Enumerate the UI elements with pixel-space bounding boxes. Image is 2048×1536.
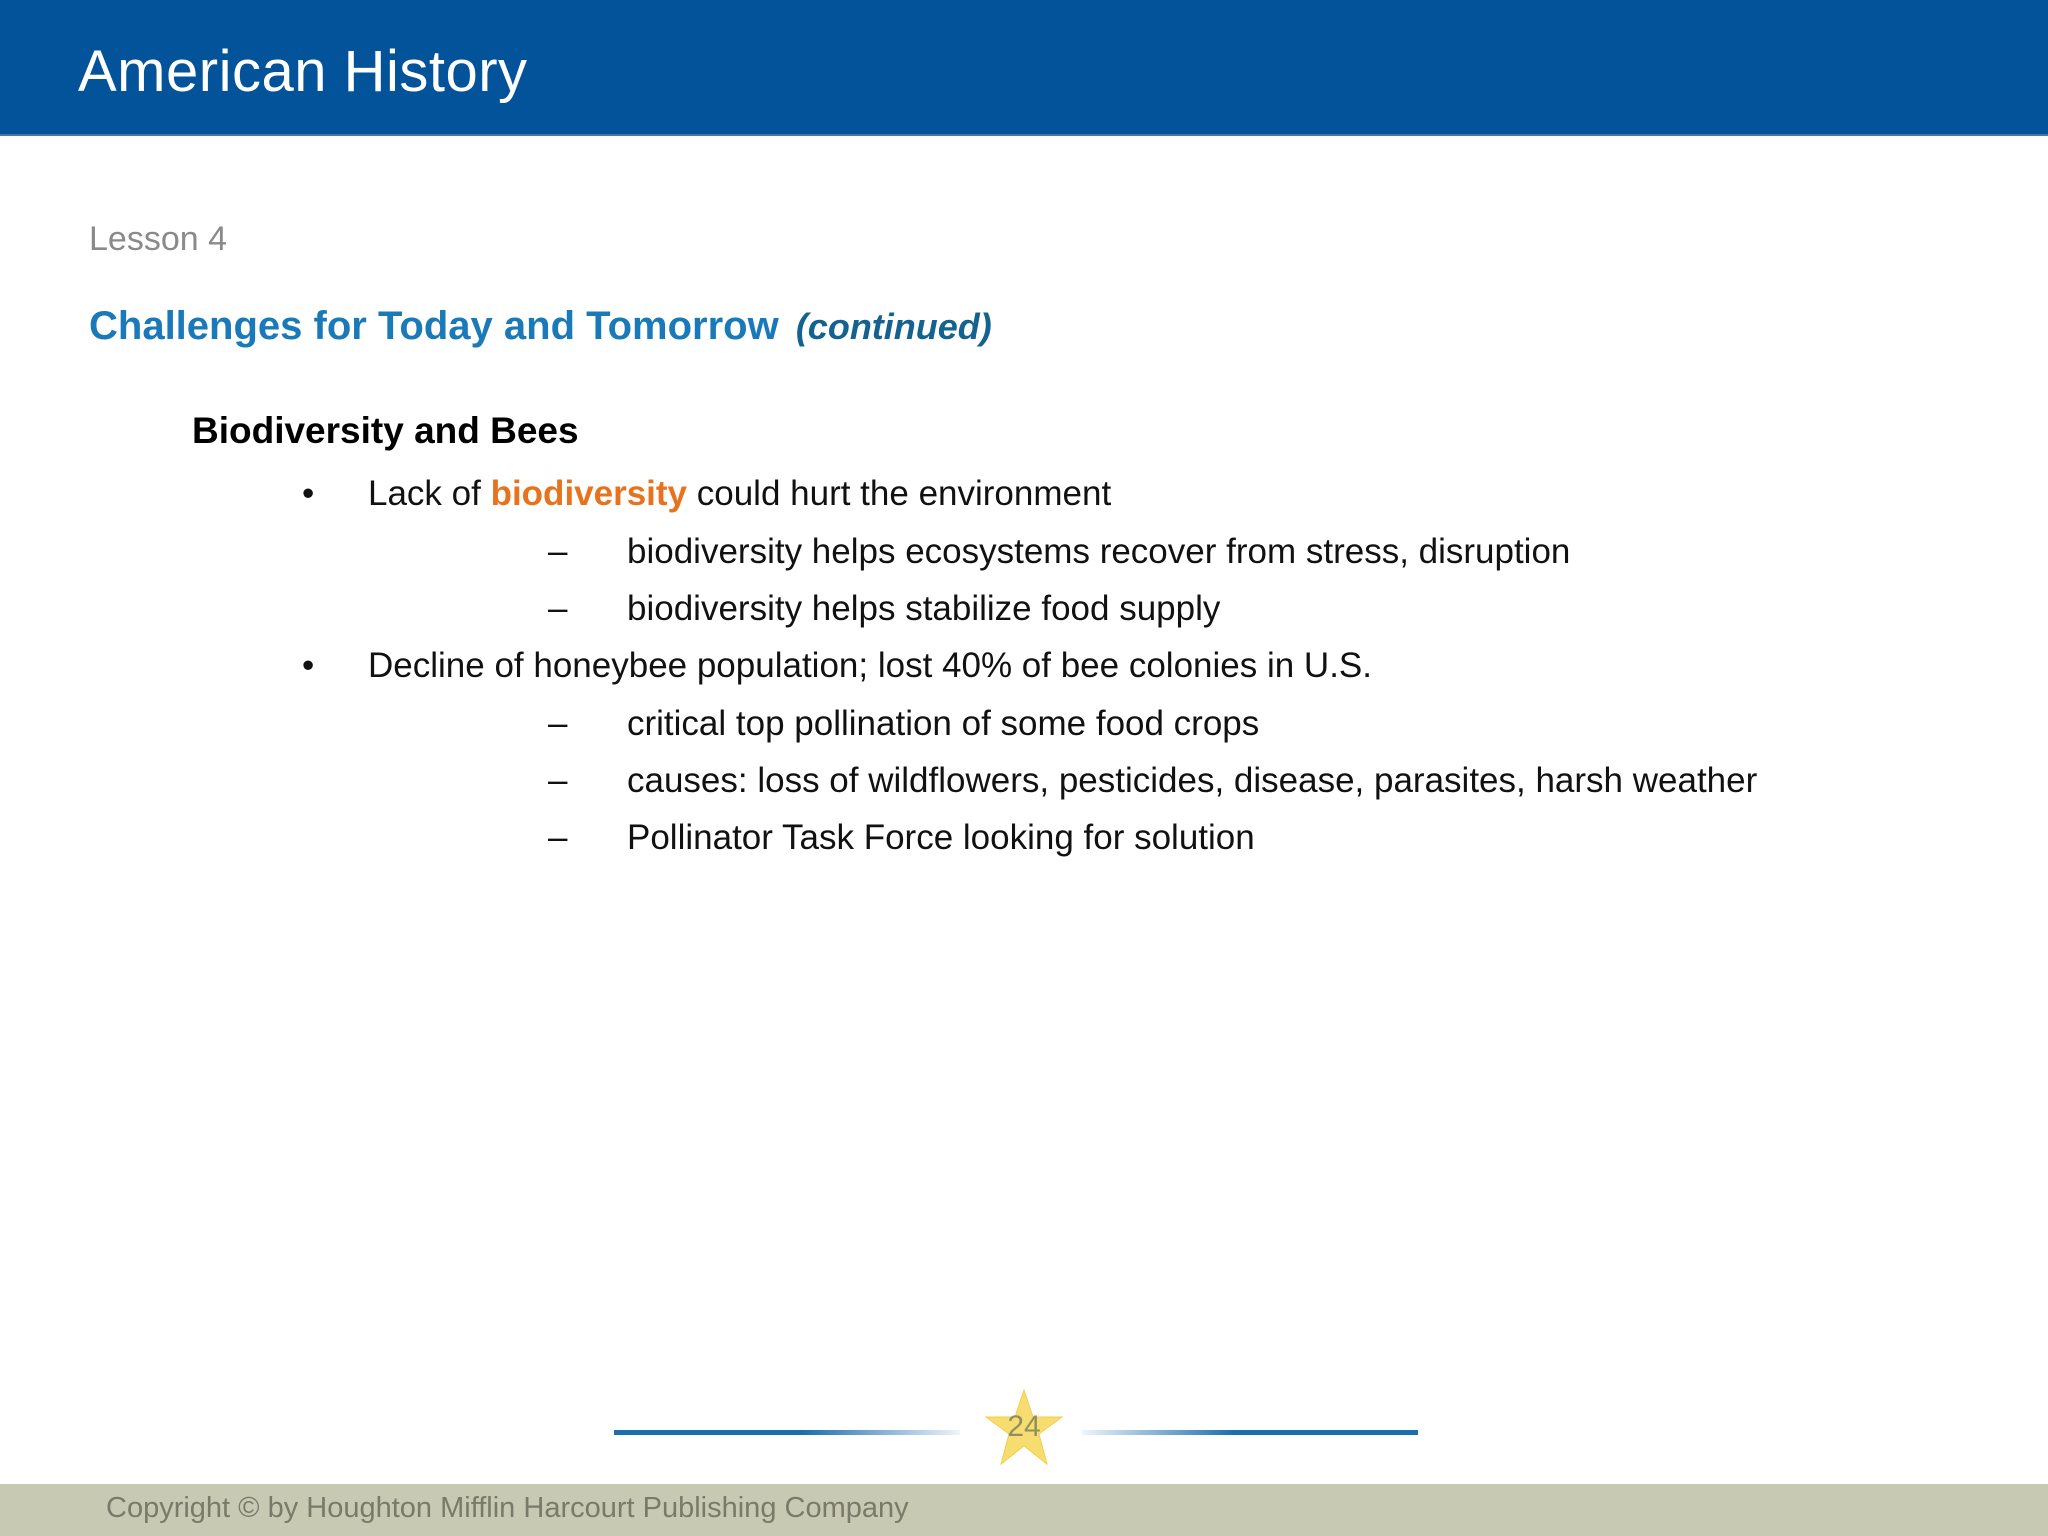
bullet-text	[368, 474, 1111, 514]
copyright-text: Copyright © by Houghton Mifflin Harcourt Publishing Company	[106, 1492, 909, 1524]
slide-title	[89, 304, 992, 349]
dash-marker: –	[548, 532, 568, 571]
header-bar	[0, 0, 2048, 136]
sub-bullet-text: biodiversity helps ecosystems recover from stress, disruption	[627, 532, 1571, 571]
section-heading: Biodiversity and Bees	[192, 410, 579, 451]
slide-title-suffix: (continued)	[795, 306, 992, 347]
footer-divider-right	[1082, 1430, 1418, 1435]
sub-bullet-text: biodiversity helps stabilize food supply	[627, 589, 1221, 628]
page-number: 24	[1007, 1410, 1041, 1443]
dash-marker: –	[548, 818, 568, 857]
footer-divider-left	[614, 1430, 960, 1435]
sub-bullet-text: critical top pollination of some food crops	[627, 704, 1260, 743]
bullet-text: Decline of honeybee population; lost 40% of bee colonies in U.S.	[368, 646, 1372, 685]
bullet-text-suffix: could hurt the environment	[687, 474, 1112, 513]
sub-bullet-text: causes: loss of wildflowers, pesticides, disease, parasites, harsh weather	[627, 761, 1758, 800]
dash-marker: –	[548, 704, 568, 743]
sub-bullet-text: Pollinator Task Force looking for solution	[627, 818, 1255, 857]
bullet-marker: •	[302, 646, 315, 685]
slide-title-text: Challenges for Today and Tomorrow	[89, 304, 779, 348]
keyword-biodiversity: biodiversity	[490, 474, 688, 513]
dash-marker: –	[548, 589, 568, 628]
page-number-badge	[984, 1388, 1064, 1468]
lesson-label: Lesson 4	[89, 220, 227, 258]
course-title: American History	[78, 39, 528, 104]
dash-marker: –	[548, 761, 568, 800]
bullet-marker: •	[302, 474, 315, 513]
bullet-text-prefix: Lack of	[368, 474, 491, 513]
copyright-bar	[0, 1484, 2048, 1536]
